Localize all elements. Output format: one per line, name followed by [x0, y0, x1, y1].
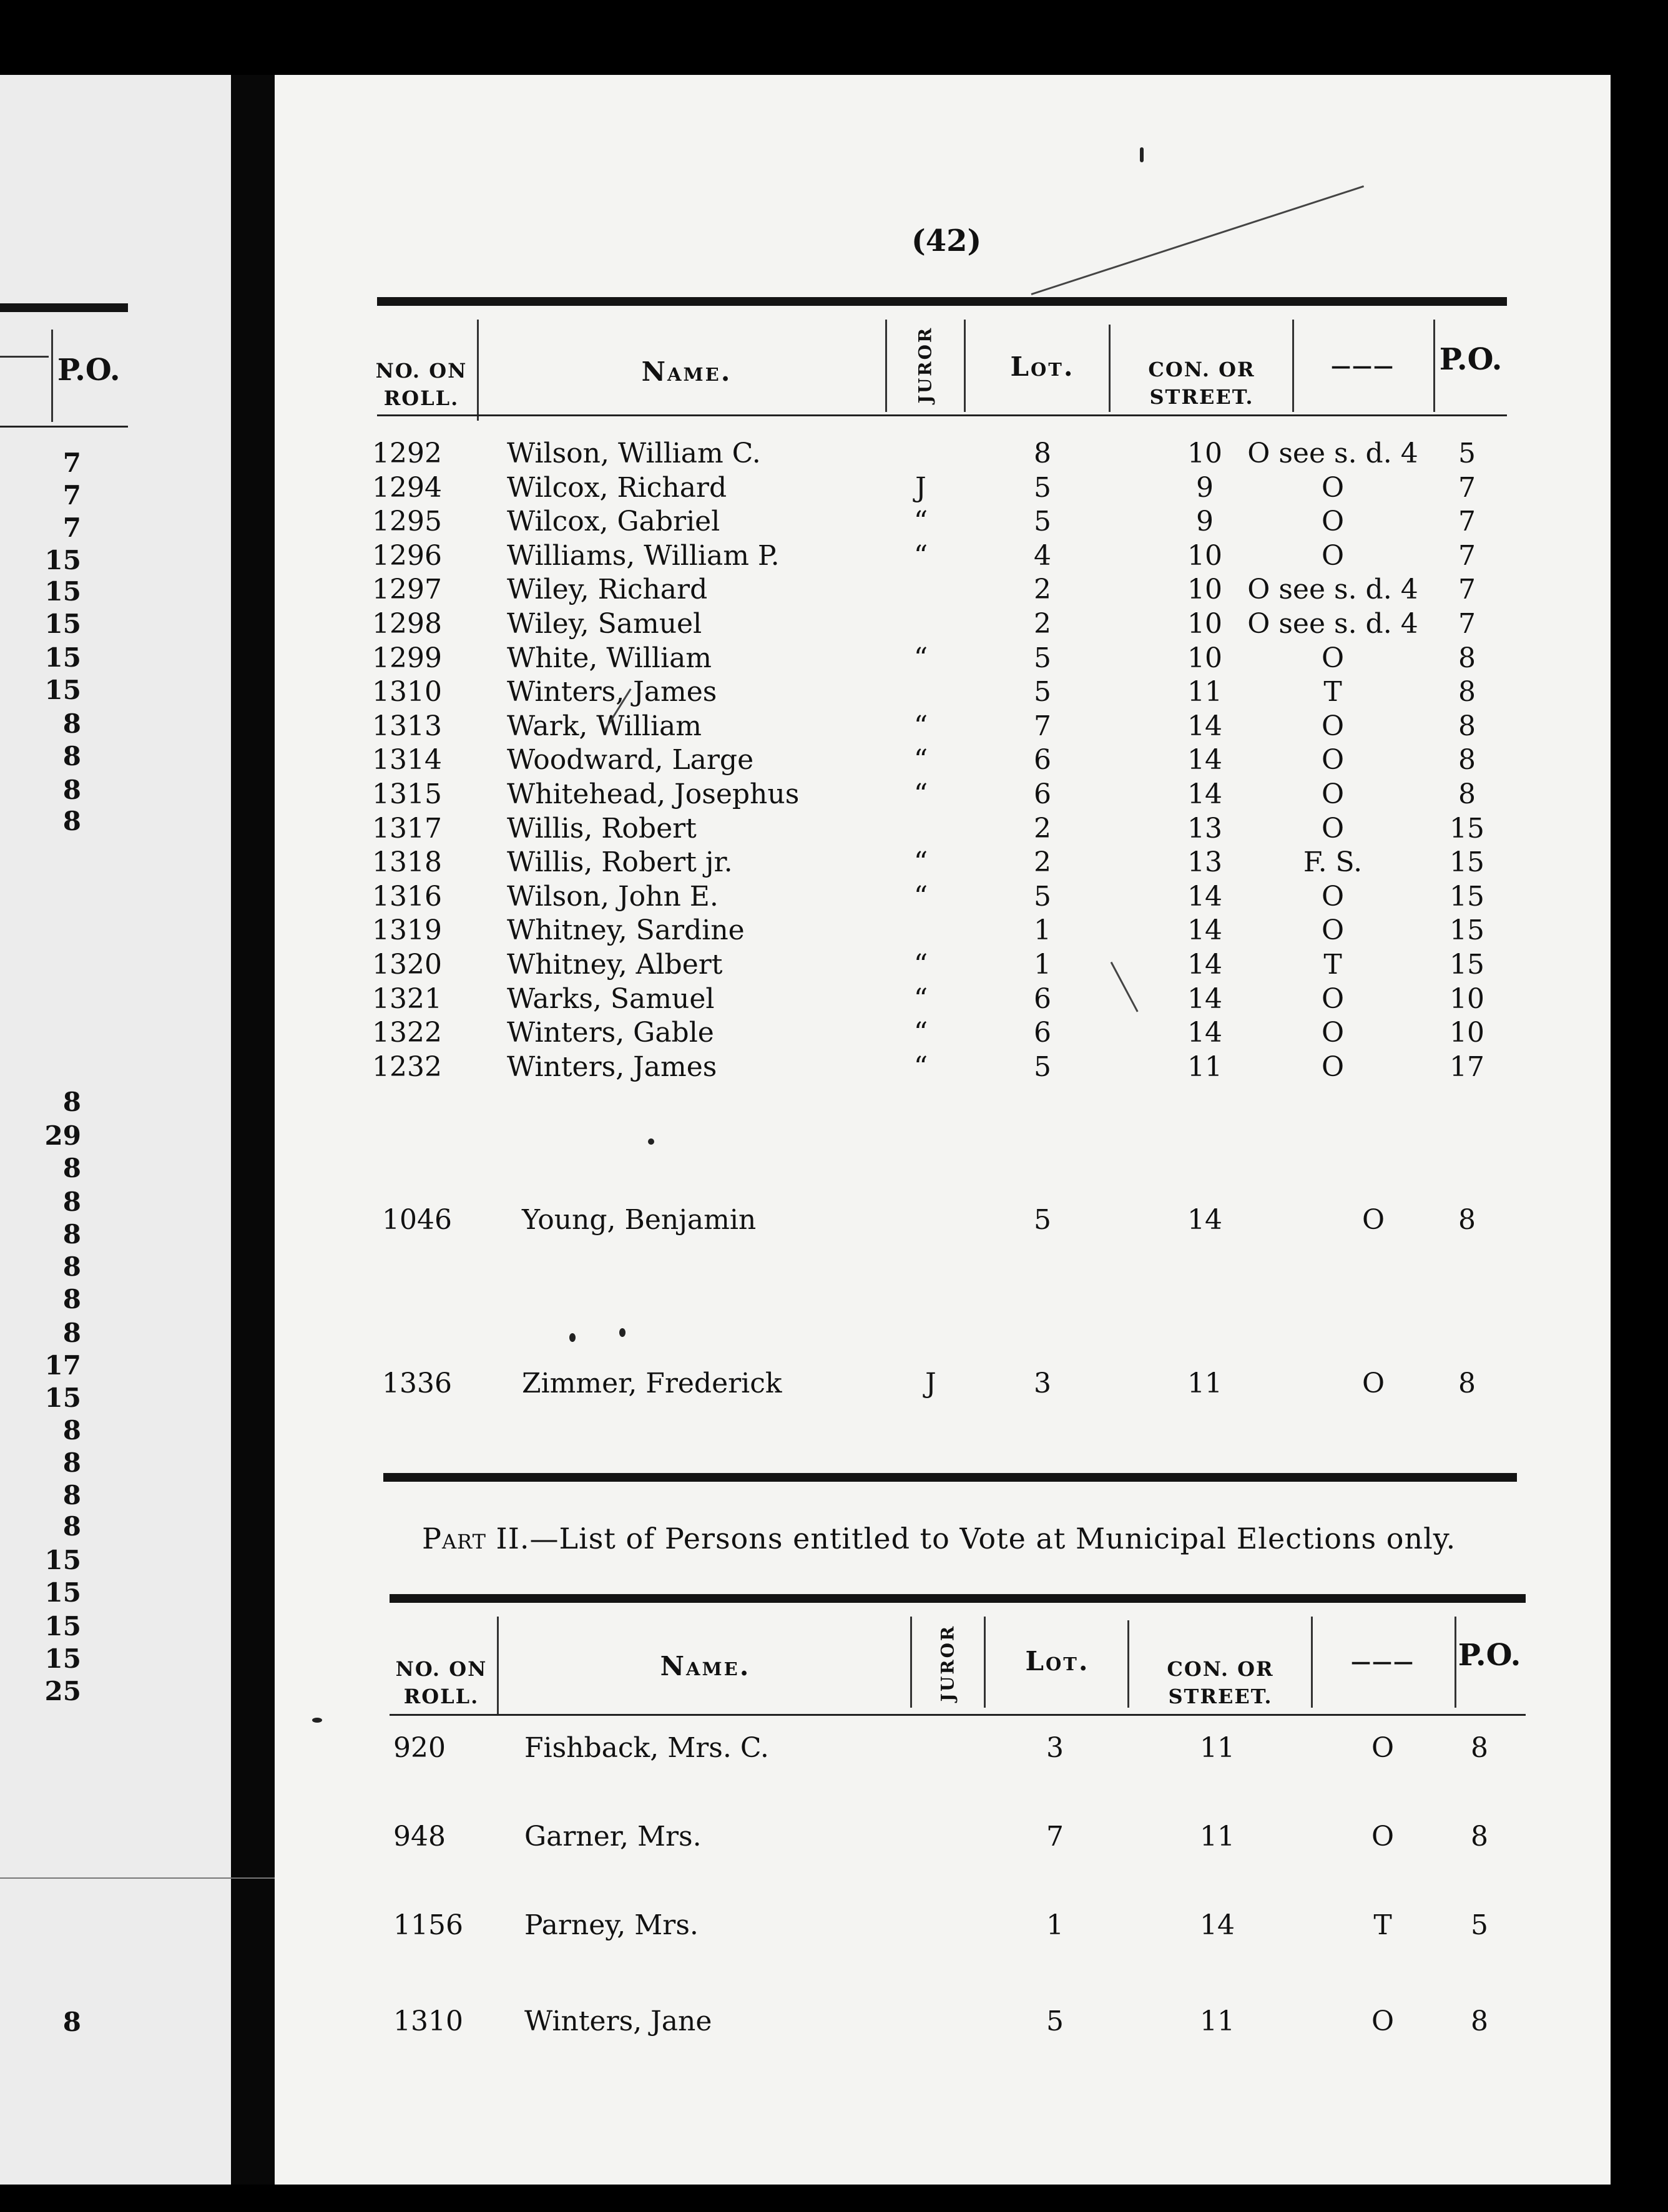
table-row [0, 880, 1668, 914]
cell-name: Warks, Samuel [507, 983, 715, 1015]
cell-name: Willis, Robert jr. [507, 846, 733, 878]
table1-header-name [562, 358, 812, 386]
cell-mark: O see s. d. 4 [1247, 438, 1418, 469]
left-po-value: 15 [44, 675, 81, 705]
cell-con: 11 [1200, 1821, 1235, 1852]
left-po-value: 7 [62, 448, 81, 478]
cell-con: 10 [1187, 438, 1222, 469]
table-row [0, 710, 1668, 743]
cell-mark: O [1371, 1732, 1395, 1764]
left-po-value: 8 [62, 1415, 81, 1446]
left-po-value: 8 [62, 1447, 81, 1478]
cell-name: Whitney, Albert [507, 949, 723, 981]
left-page-rule [0, 1877, 275, 1879]
cell-lot: 2 [1034, 608, 1051, 640]
cell-lot: 7 [1046, 1821, 1064, 1852]
cell-mark: O [1361, 1204, 1385, 1236]
cell-mark: T [1323, 949, 1342, 981]
left-po-value: 15 [44, 545, 81, 575]
cell-lot: 5 [1034, 1051, 1051, 1083]
cell-lot: 5 [1034, 472, 1051, 504]
cell-con: 14 [1187, 949, 1222, 981]
cell-no: 1313 [372, 710, 442, 742]
cell-lot: 5 [1034, 506, 1051, 537]
cell-name: Winters, James [507, 1051, 717, 1083]
cell-juror: “ [913, 1051, 928, 1083]
left-po-value: 15 [44, 1643, 81, 1674]
cell-po: 8 [1471, 2005, 1488, 2037]
table-row [0, 2005, 1668, 2038]
cell-lot: 5 [1034, 642, 1051, 674]
header-name-text: Name. [641, 356, 732, 387]
cell-no: 1294 [372, 472, 442, 504]
cell-mark: O [1321, 710, 1345, 742]
cell-po: 8 [1458, 676, 1476, 708]
cell-mark: O [1321, 813, 1345, 844]
table2-header-name [581, 1653, 830, 1680]
cell-no: 1321 [372, 983, 442, 1015]
header-lot-text: Lot. [1025, 1646, 1090, 1676]
left-header-rule [0, 426, 128, 428]
cell-juror: “ [913, 506, 928, 537]
cell-juror: “ [913, 744, 928, 776]
cell-name: Fishback, Mrs. C. [524, 1732, 769, 1764]
left-po-value: 29 [44, 1120, 81, 1151]
left-po-value: 8 [62, 1251, 81, 1282]
left-table-top-rule [0, 303, 128, 312]
table2-header-rule [390, 1714, 1526, 1716]
left-po-value: 25 [44, 1676, 81, 1706]
cell-po: 8 [1458, 1368, 1476, 1399]
left-po-value: 8 [62, 775, 81, 805]
cell-mark: O [1321, 642, 1345, 674]
cell-juror: “ [913, 983, 928, 1015]
cell-no: 1318 [372, 846, 442, 878]
table-row [0, 675, 1668, 709]
table1-header-po: P.O. [1439, 342, 1503, 377]
cell-mark: O [1371, 2005, 1395, 2037]
table2-col-divider [984, 1617, 986, 1708]
cell-po: 8 [1471, 1732, 1488, 1764]
ink-speck [312, 1718, 322, 1723]
left-po-value: 8 [62, 806, 81, 836]
cell-no: 1295 [372, 506, 442, 537]
table1-header-rule [377, 414, 1507, 416]
cell-no: 1296 [372, 540, 442, 572]
cell-con: 14 [1187, 778, 1222, 810]
cell-lot: 3 [1046, 1732, 1064, 1764]
cell-lot: 8 [1034, 438, 1051, 469]
cell-con: 11 [1200, 2005, 1235, 2037]
part2-title-text: —List of Persons entitled to Vote at Municipal Elections only. [529, 1522, 1456, 1555]
table-row [0, 743, 1668, 777]
cell-no: 1315 [372, 778, 442, 810]
cell-no: 1310 [372, 676, 442, 708]
cell-con: 9 [1196, 506, 1214, 537]
left-po-value: 8 [62, 708, 81, 739]
cell-name: Woodward, Large [507, 744, 754, 776]
cell-con: 14 [1187, 914, 1222, 946]
cell-mark: O [1371, 1821, 1395, 1852]
left-column-divider [51, 330, 53, 422]
cell-lot: 1 [1046, 1909, 1064, 1941]
cell-mark: O [1321, 1051, 1345, 1083]
table-row [0, 982, 1668, 1016]
left-po-value: 17 [44, 1350, 81, 1381]
left-po-value: 15 [44, 1577, 81, 1608]
left-po-value: 15 [44, 1382, 81, 1413]
cell-con: 10 [1187, 642, 1222, 674]
page-number: (42) [911, 223, 982, 258]
left-po-value: 7 [62, 512, 81, 543]
cell-no: 1292 [372, 438, 442, 469]
table-row [0, 471, 1668, 505]
cell-con: 14 [1187, 1204, 1222, 1236]
cell-po: 8 [1458, 778, 1476, 810]
cell-lot: 6 [1034, 983, 1051, 1015]
left-po-value: 15 [44, 642, 81, 673]
cell-no: 1317 [372, 813, 442, 844]
table-row [0, 1731, 1668, 1765]
cell-name: Willis, Robert [507, 813, 697, 844]
left-po-value: 8 [62, 1480, 81, 1510]
cell-name: Wilcox, Richard [507, 472, 727, 504]
cell-po: 10 [1450, 983, 1484, 1015]
table1-header-con-or-street: CON. OR STREET. [1148, 358, 1255, 409]
cell-lot: 5 [1034, 1204, 1051, 1236]
table1-col-divider [477, 320, 479, 421]
table-row [0, 1050, 1668, 1084]
cell-mark: O [1361, 1368, 1385, 1399]
table-row [0, 1820, 1668, 1854]
cell-con: 10 [1187, 574, 1222, 605]
cell-juror: “ [913, 710, 928, 742]
table1-header-no-on-roll: NO. ON ROLL. [375, 359, 468, 410]
cell-lot: 1 [1034, 949, 1051, 981]
cell-name: Wilson, William C. [507, 438, 761, 469]
ink-speck [569, 1333, 576, 1342]
table-row [0, 642, 1668, 675]
cell-name: Wilcox, Gabriel [507, 506, 720, 537]
left-dash [0, 356, 49, 358]
cell-lot: 5 [1046, 2005, 1064, 2037]
right-page [275, 75, 1611, 2185]
left-po-value: 8 [62, 1087, 81, 1117]
cell-no: 1232 [372, 1051, 442, 1083]
table-row [0, 437, 1668, 471]
cell-mark: O [1321, 744, 1345, 776]
cell-con: 13 [1187, 846, 1222, 878]
cell-con: 14 [1187, 710, 1222, 742]
cell-no: 1310 [393, 2005, 463, 2037]
table-row [0, 1016, 1668, 1050]
cell-po: 15 [1450, 914, 1484, 946]
cell-juror: J [925, 1368, 936, 1399]
cell-juror: J [915, 472, 926, 504]
cell-name: Wilson, John E. [507, 881, 719, 913]
table2-header-con-or-street: CON. OR STREET. [1167, 1657, 1274, 1708]
cell-po: 7 [1458, 506, 1476, 537]
cell-lot: 2 [1034, 574, 1051, 605]
table2-header-lot [1001, 1648, 1114, 1675]
table-row [0, 505, 1668, 539]
cell-con: 10 [1187, 608, 1222, 640]
left-po-value: 7 [62, 480, 81, 511]
table-row [0, 812, 1668, 846]
cell-mark: F. S. [1303, 846, 1363, 878]
left-po-header: P.O. [57, 353, 120, 388]
cell-con: 11 [1187, 1368, 1222, 1399]
left-po-value: 8 [62, 741, 81, 771]
cell-lot: 2 [1034, 846, 1051, 878]
cell-con: 11 [1187, 1051, 1222, 1083]
table1-header-blank: ——— [1331, 354, 1395, 378]
cell-no: 948 [393, 1821, 446, 1852]
cell-mark: O [1321, 472, 1345, 504]
cell-no: 1156 [393, 1909, 463, 1941]
cell-mark: O [1321, 914, 1345, 946]
cell-name: Young, Benjamin [522, 1204, 757, 1236]
cell-po: 5 [1458, 438, 1476, 469]
cell-no: 1046 [382, 1204, 452, 1236]
cell-mark: O [1321, 881, 1345, 913]
cell-no: 1314 [372, 744, 442, 776]
cell-con: 13 [1187, 813, 1222, 844]
table1-top-rule [377, 297, 1507, 306]
cell-name: Williams, William P. [507, 540, 780, 572]
cell-name: Garner, Mrs. [524, 1821, 702, 1852]
cell-po: 15 [1450, 846, 1484, 878]
cell-con: 9 [1196, 472, 1214, 504]
left-po-value: 15 [44, 609, 81, 639]
cell-lot: 4 [1034, 540, 1051, 572]
header-name-text: Name. [660, 1651, 751, 1681]
cell-lot: 7 [1034, 710, 1051, 742]
cell-mark: O see s. d. 4 [1247, 608, 1418, 640]
table2-top-rule [390, 1594, 1526, 1603]
table1-col-divider [1109, 325, 1111, 412]
left-po-value: 8 [62, 1318, 81, 1348]
table-row [0, 778, 1668, 811]
cell-po: 7 [1458, 472, 1476, 504]
cell-po: 15 [1450, 949, 1484, 981]
table-row [0, 1203, 1668, 1237]
table-row [0, 1909, 1668, 1942]
cell-lot: 5 [1034, 676, 1051, 708]
left-po-value: 15 [44, 1545, 81, 1575]
cell-juror: “ [913, 949, 928, 981]
table-row [0, 539, 1668, 573]
left-po-value: 8 [62, 1511, 81, 1542]
table2-header-blank: ——— [1351, 1650, 1415, 1673]
cell-no: 920 [393, 1732, 446, 1764]
cell-juror: “ [913, 846, 928, 878]
left-po-value: 15 [44, 576, 81, 607]
cell-juror: “ [913, 642, 928, 674]
left-po-value: 15 [44, 1611, 81, 1642]
cell-con: 11 [1200, 1732, 1235, 1764]
cell-name: Winters, Gable [507, 1017, 714, 1049]
book-gutter [231, 75, 275, 2185]
cell-mark: O see s. d. 4 [1247, 574, 1418, 605]
cell-mark: O [1321, 983, 1345, 1015]
cell-po: 15 [1450, 813, 1484, 844]
cell-name: White, William [507, 642, 712, 674]
ink-speck [619, 1328, 626, 1337]
cell-po: 8 [1458, 1204, 1476, 1236]
cell-juror: “ [913, 540, 928, 572]
table1-header-juror: JUROR [915, 326, 936, 404]
cell-con: 14 [1187, 881, 1222, 913]
table-row [0, 846, 1668, 879]
left-po-value: 8 [62, 1219, 81, 1250]
cell-lot: 6 [1034, 1017, 1051, 1049]
cell-name: Wiley, Richard [507, 574, 708, 605]
table1-col-divider [1292, 320, 1294, 412]
left-po-value: 8 [62, 2007, 81, 2037]
left-po-value: 8 [62, 1187, 81, 1217]
cell-name: Whitehead, Josephus [507, 778, 800, 810]
left-po-value: 8 [62, 1153, 81, 1183]
scan-border [1611, 0, 1668, 2212]
cell-lot: 6 [1034, 744, 1051, 776]
cell-no: 1319 [372, 914, 442, 946]
section-divider-rule [383, 1473, 1517, 1482]
cell-name: Wiley, Samuel [507, 608, 702, 640]
cell-po: 10 [1450, 1017, 1484, 1049]
table1-col-divider [964, 320, 966, 412]
ink-speck [1140, 147, 1144, 162]
table2-header-no-on-roll: NO. ON ROLL. [395, 1657, 488, 1708]
cell-juror: “ [913, 778, 928, 810]
cell-lot: 3 [1034, 1368, 1051, 1399]
cell-juror: “ [913, 881, 928, 913]
cell-name: Parney, Mrs. [524, 1909, 699, 1941]
cell-po: 5 [1471, 1909, 1488, 1941]
table-row [0, 1367, 1668, 1401]
table-row [0, 573, 1668, 607]
cell-name: Zimmer, Frederick [522, 1368, 782, 1399]
cell-name: Winters, James [507, 676, 717, 708]
left-po-value: 8 [62, 1284, 81, 1314]
cell-name: Whitney, Sardine [507, 914, 745, 946]
cell-po: 17 [1450, 1051, 1484, 1083]
cell-mark: O [1321, 778, 1345, 810]
cell-no: 1298 [372, 608, 442, 640]
cell-name: Wark, William [507, 710, 702, 742]
cell-po: 8 [1458, 744, 1476, 776]
part2-title [422, 1522, 1456, 1555]
cell-con: 14 [1200, 1909, 1235, 1941]
cell-no: 1316 [372, 881, 442, 913]
table2-col-divider [497, 1617, 499, 1715]
cell-con: 10 [1187, 540, 1222, 572]
cell-po: 15 [1450, 881, 1484, 913]
cell-lot: 6 [1034, 778, 1051, 810]
cell-no: 1299 [372, 642, 442, 674]
cell-no: 1297 [372, 574, 442, 605]
cell-po: 8 [1458, 642, 1476, 674]
cell-no: 1322 [372, 1017, 442, 1049]
cell-juror: “ [913, 1017, 928, 1049]
cell-name: Winters, Jane [524, 2005, 712, 2037]
cell-po: 7 [1458, 540, 1476, 572]
cell-no: 1320 [372, 949, 442, 981]
cell-po: 8 [1471, 1821, 1488, 1852]
cell-lot: 1 [1034, 914, 1051, 946]
cell-mark: T [1323, 676, 1342, 708]
table-row [0, 607, 1668, 641]
table2-col-divider [1311, 1617, 1313, 1708]
table-row [0, 948, 1668, 982]
cell-no: 1336 [382, 1368, 452, 1399]
ink-speck [648, 1138, 654, 1145]
cell-lot: 2 [1034, 813, 1051, 844]
cell-po: 8 [1458, 710, 1476, 742]
table1-header-lot [986, 353, 1099, 381]
cell-con: 14 [1187, 1017, 1222, 1049]
cell-con: 11 [1187, 676, 1222, 708]
table2-col-divider [910, 1617, 912, 1708]
table2-header-juror: JUROR [937, 1624, 958, 1702]
table-row [0, 914, 1668, 947]
cell-mark: T [1373, 1909, 1392, 1941]
cell-po: 7 [1458, 608, 1476, 640]
cell-po: 7 [1458, 574, 1476, 605]
cell-con: 14 [1187, 983, 1222, 1015]
table1-col-divider [885, 320, 887, 412]
cell-mark: O [1321, 1017, 1345, 1049]
table2-col-divider [1127, 1620, 1129, 1708]
cell-con: 14 [1187, 744, 1222, 776]
part2-title-prefix: Part II. [422, 1522, 530, 1555]
header-lot-text: Lot. [1010, 351, 1075, 382]
table2-header-po: P.O. [1458, 1638, 1521, 1673]
cell-mark: O [1321, 506, 1345, 537]
cell-lot: 5 [1034, 881, 1051, 913]
cell-mark: O [1321, 540, 1345, 572]
